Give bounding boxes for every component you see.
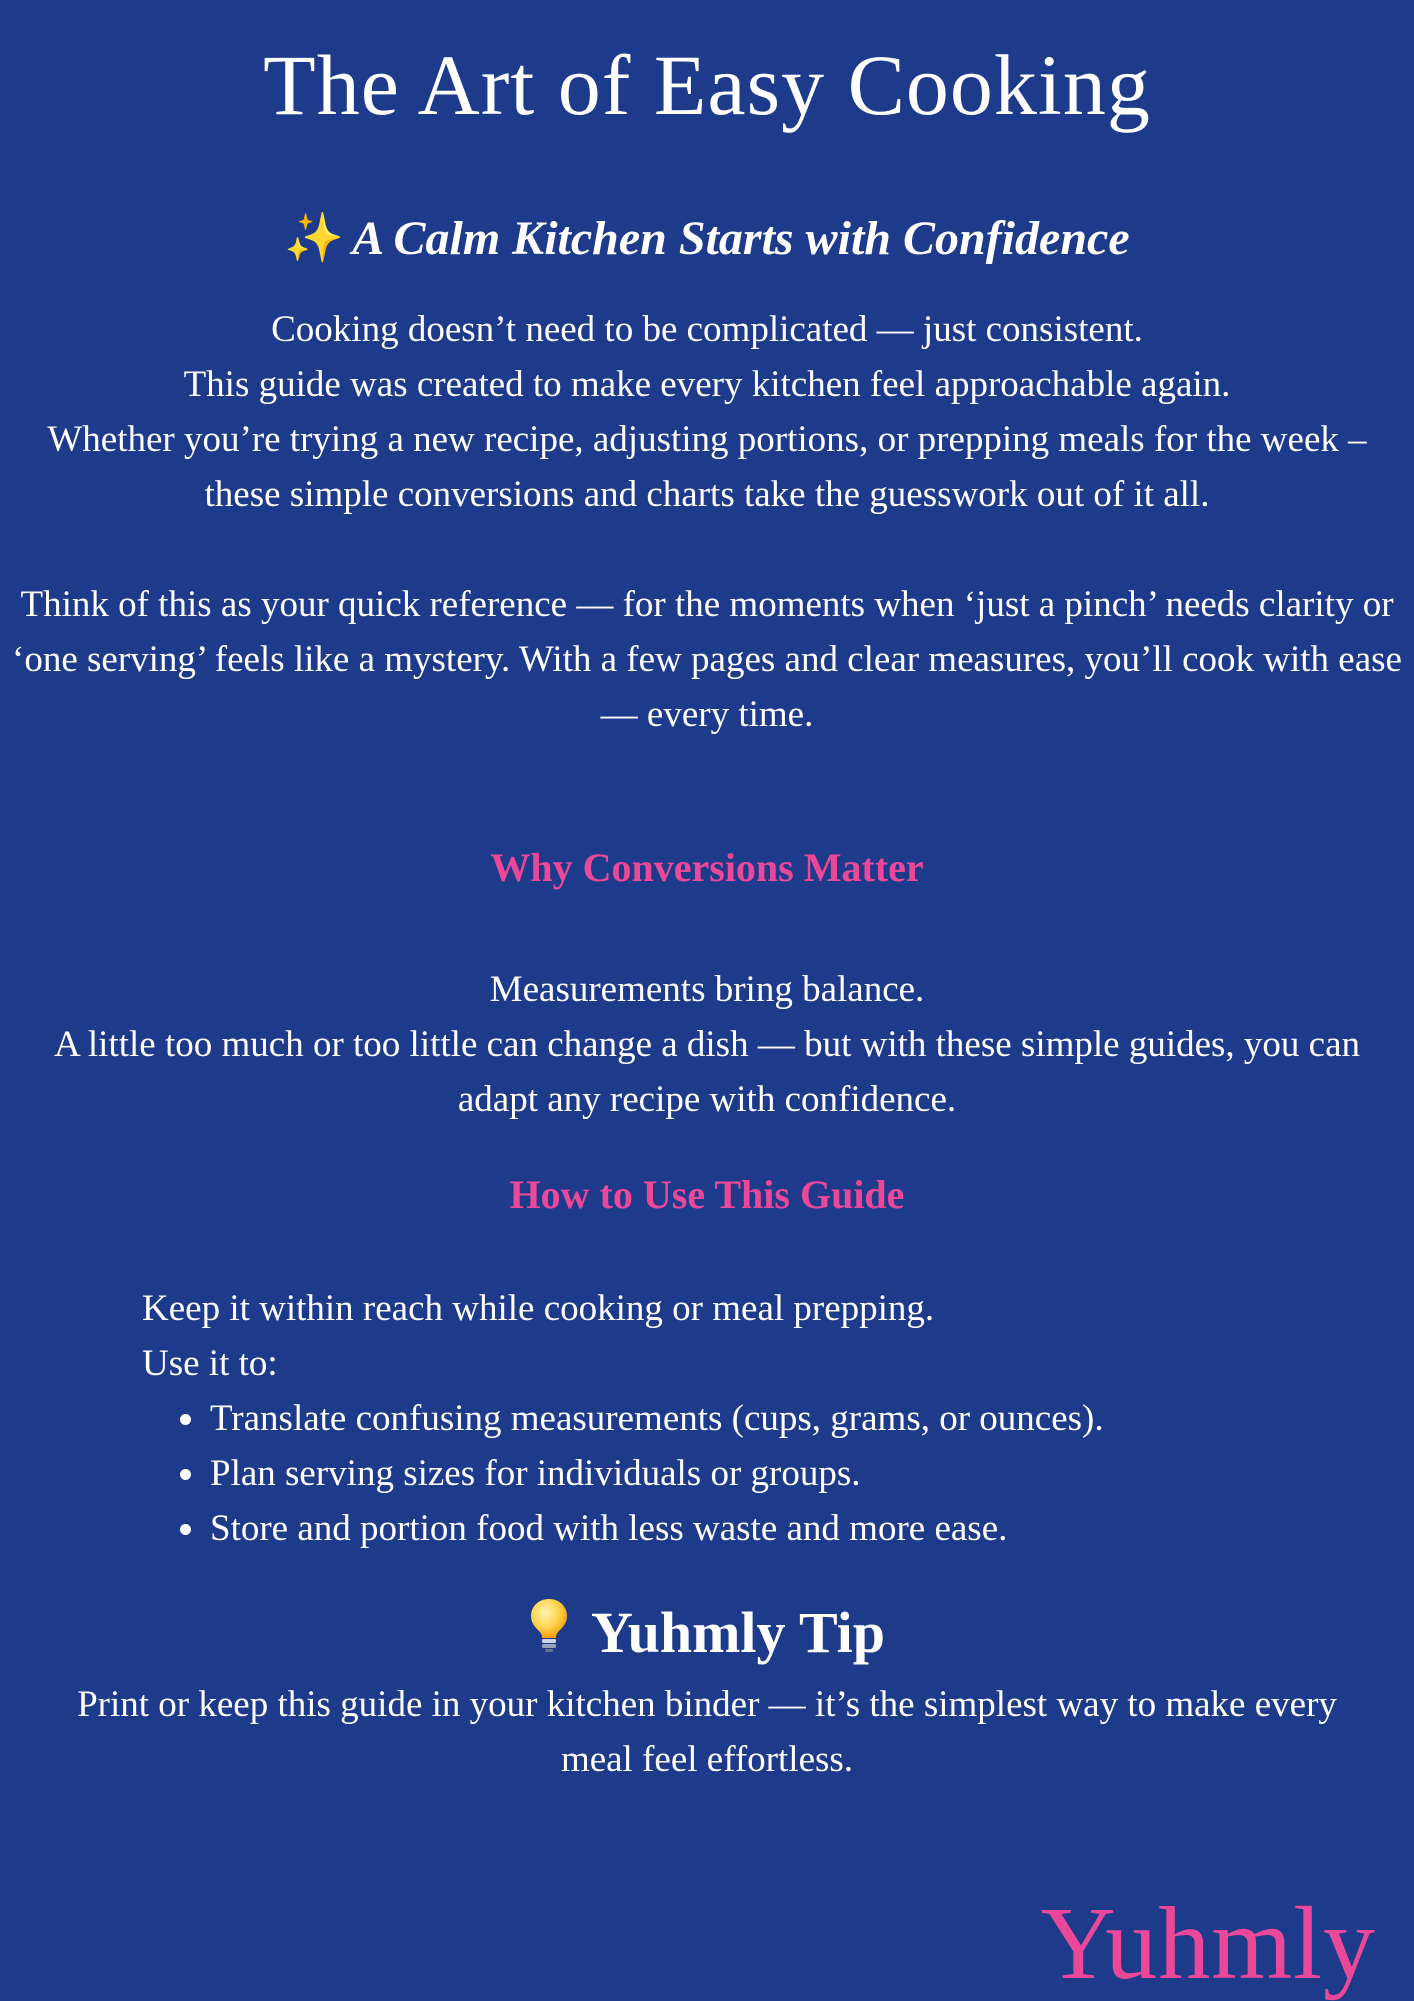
tip-heading-text: Yuhmly Tip	[591, 1600, 885, 1665]
sparkles-icon: ✨	[284, 212, 345, 265]
intro-line: This guide was created to make every kitchen feel approachable again.	[183, 364, 1231, 405]
lightbulb-icon	[529, 1597, 569, 1669]
why-line: A little too much or too little can change a dish — but with these simple guides, you can adapt any recipe with confidence.	[53, 1024, 1361, 1120]
how-line: Keep it within reach while cooking or meal prepping.	[142, 1288, 935, 1329]
list-item: Translate confusing measurements (cups, grams, or ounces).	[180, 1391, 1342, 1446]
tip-text: Print or keep this guide in your kitchen binder — it’s the simplest way to make every meal feel effortless.	[77, 1684, 1337, 1780]
brand-logo: Yuhmly	[1040, 1886, 1376, 2001]
intro-text	[8, 302, 1406, 742]
intro-line: Cooking doesn’t need to be complicated — just consistent.	[271, 309, 1143, 350]
why-line: Measurements bring balance.	[489, 969, 925, 1010]
list-item: Store and portion food with less waste and more ease.	[180, 1501, 1342, 1556]
intro-subtitle-text: A Calm Kitchen Starts with Confidence	[352, 212, 1130, 265]
intro-line: Think of this as your quick reference — for the moments when ‘just a pinch’ needs clarity or ‘one serving’ feels like a mystery. With a few pages and clear measures, you’ll cook with ease — every time.	[12, 584, 1402, 735]
how-list	[142, 1391, 1342, 1556]
why-text	[40, 962, 1374, 1127]
how-text	[142, 1281, 1342, 1556]
page-title: The Art of Easy Cooking	[263, 37, 1151, 133]
intro-line: Whether you’re trying a new recipe, adjusting portions, or prepping meals for the week – these simple conversions and charts take the guesswork out of it all.	[47, 419, 1367, 515]
intro-subtitle	[0, 210, 1414, 268]
how-heading: How to Use This Guide	[509, 1172, 905, 1217]
why-heading: Why Conversions Matter	[490, 845, 924, 890]
how-line: Use it to:	[142, 1343, 278, 1384]
tip-heading	[0, 1598, 1414, 1674]
list-item: Plan serving sizes for individuals or groups.	[180, 1446, 1342, 1501]
